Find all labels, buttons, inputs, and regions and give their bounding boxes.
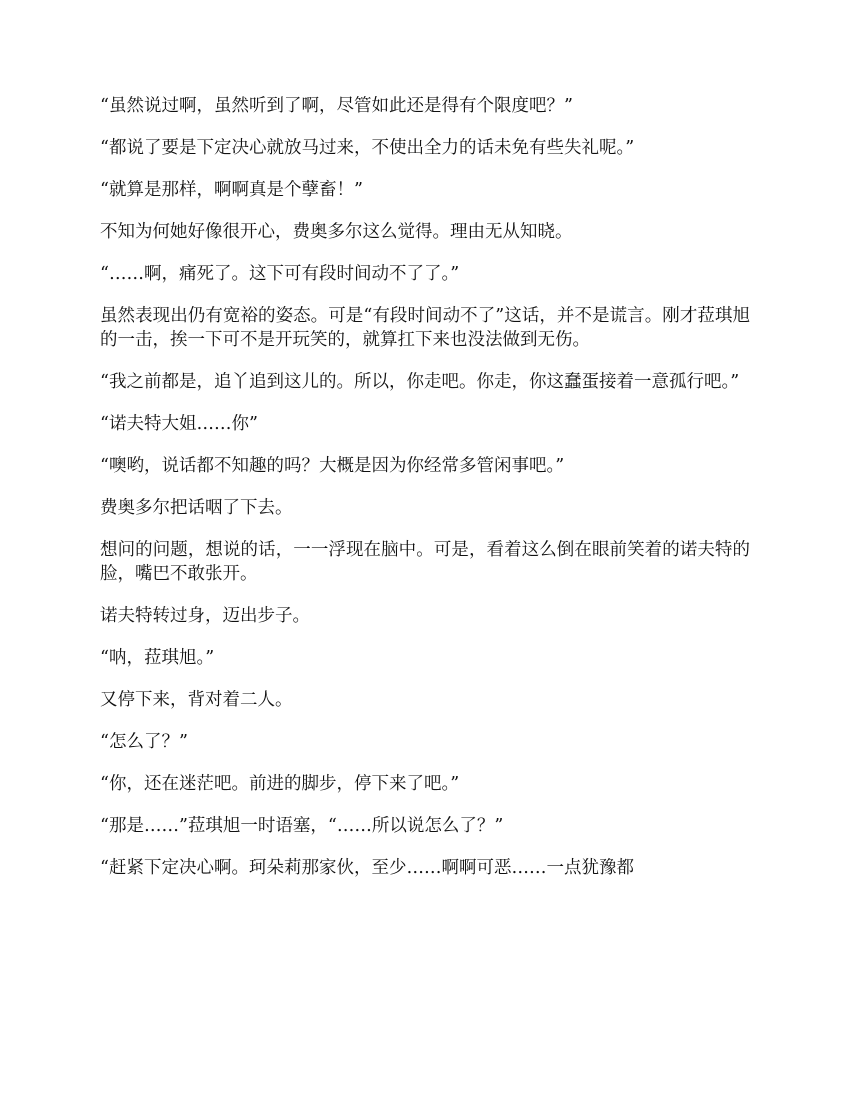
paragraph: “我之前都是，追丫追到这儿的。所以，你走吧。你走，你这蠢蛋接着一意孤行吧。”	[100, 372, 740, 392]
paragraph: “虽然说过啊，虽然听到了啊，尽管如此还是得有个限度吧？”	[100, 96, 573, 116]
paragraph: “赶紧下定决心啊。珂朵莉那家伙，至少……啊啊可恶……一点犹豫都	[100, 858, 634, 878]
paragraph: 虽然表现出仍有宽裕的姿态。可是“有段时间动不了”这话，并不是谎言。刚才菈琪旭的一击，挨一下可不是开玩笑的，就算扛下来也没法做到无伤。	[100, 306, 750, 350]
paragraph: “诺夫特大姐……你”	[100, 414, 258, 434]
paragraph: “呐，菈琪旭。”	[100, 648, 215, 668]
paragraph: “你，还在迷茫吧。前进的脚步，停下来了吧。”	[100, 774, 460, 794]
paragraph: 不知为何她好像很开心，费奥多尔这么觉得。理由无从知晓。	[100, 222, 573, 242]
paragraph: 又停下来，背对着二人。	[100, 690, 293, 710]
document-page	[100, 94, 750, 898]
paragraph: “……啊，痛死了。这下可有段时间动不了了。”	[100, 264, 460, 284]
paragraph: “噢哟，说话都不知趣的吗？大概是因为你经常多管闲事吧。”	[100, 456, 565, 476]
paragraph: 费奥多尔把话咽了下去。	[100, 498, 293, 518]
paragraph: “就算是那样，啊啊真是个孽畜！”	[100, 180, 363, 200]
paragraph: “都说了要是下定决心就放马过来，不使出全力的话未免有些失礼呢。”	[100, 138, 635, 158]
paragraph: 诺夫特转过身，迈出步子。	[100, 606, 310, 626]
paragraph: 想问的问题，想说的话，一一浮现在脑中。可是，看着这么倒在眼前笑着的诺夫特的脸，嘴巴不敢张开。	[100, 540, 750, 584]
paragraph: “那是……”菈琪旭一时语塞，“……所以说怎么了？”	[100, 816, 504, 836]
paragraph: “怎么了？”	[100, 732, 188, 752]
